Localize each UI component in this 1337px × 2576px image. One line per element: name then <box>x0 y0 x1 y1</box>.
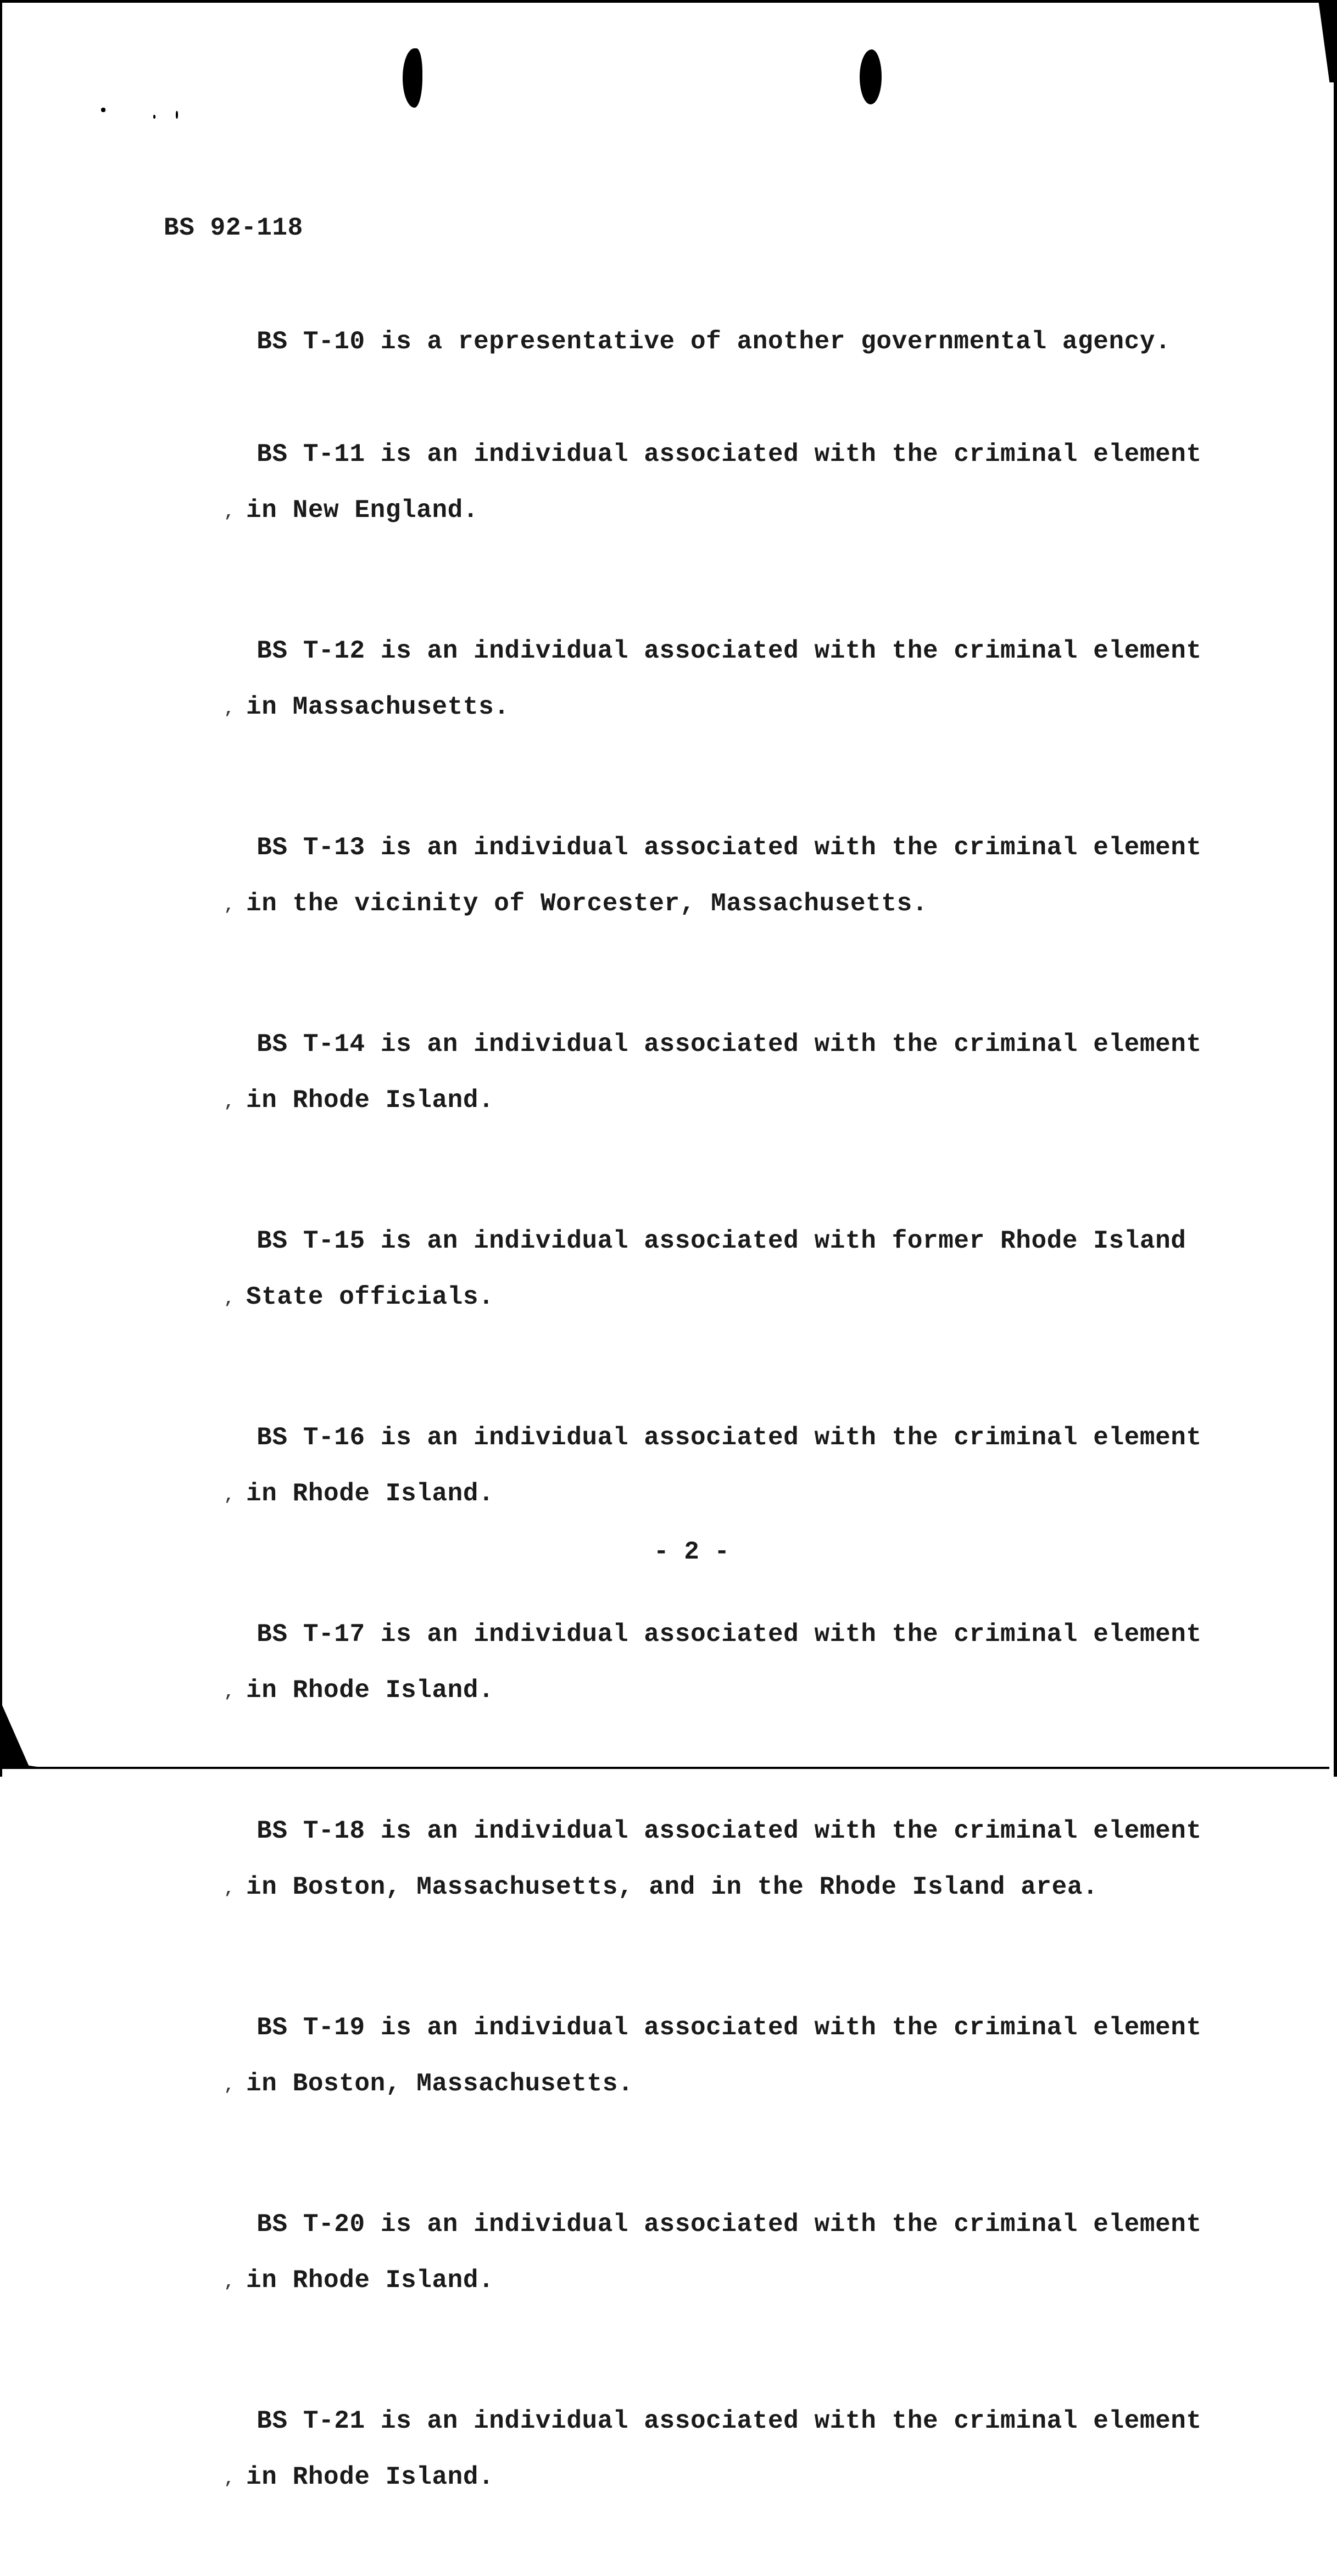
informant-entry <box>164 609 1202 777</box>
entry-line-2: , in New England. <box>164 497 1202 525</box>
entry-line-1: BS T-17 is an individual associated with the criminal element <box>257 1620 1202 1649</box>
entry-line-2: , in Massachusetts. <box>164 693 1202 721</box>
entry-line-2: , in Rhode Island. <box>164 2463 1202 2491</box>
informant-entry <box>164 1003 1202 1171</box>
scan-speck <box>176 111 178 119</box>
entry-line-2: , State officials. <box>164 1283 1202 1311</box>
entry-line-1: BS T-13 is an individual associated with the criminal element <box>257 833 1202 862</box>
scan-corner-shadow-top-right <box>1318 0 1337 82</box>
informant-entry <box>164 1986 1202 2154</box>
entry-line-1: BS T-18 is an individual associated with the criminal element <box>257 1817 1202 1845</box>
entry-line-1: BS T-12 is an individual associated with the criminal element <box>257 637 1202 665</box>
scan-speck <box>153 115 155 119</box>
entry-line-2: , in Rhode Island. <box>164 2267 1202 2295</box>
entry-line-2: , in Boston, Massachusetts, and in the Rhode Island area. <box>164 1873 1202 1901</box>
scan-speck <box>101 108 105 112</box>
informant-entry <box>164 2183 1202 2351</box>
file-number: BS 92-118 <box>164 214 303 242</box>
informant-entry <box>164 2379 1202 2547</box>
informant-entry <box>164 300 1202 384</box>
entry-line-1: BS T-21 is an individual associated with the criminal element <box>257 2407 1202 2435</box>
entry-line-2: , in Rhode Island. <box>164 1087 1202 1115</box>
informant-entry <box>164 1789 1202 1957</box>
informant-entry <box>164 1199 1202 1367</box>
entry-line-1: BS T-19 is an individual associated with the criminal element <box>257 2013 1202 2042</box>
informant-list <box>164 300 1202 2576</box>
entry-line-1: BS T-15 is an individual associated with former Rhode Island <box>257 1227 1186 1255</box>
informant-entry <box>164 806 1202 974</box>
entry-line-2: , in the vicinity of Worcester, Massachusetts. <box>164 890 1202 918</box>
scan-corner-shadow-bottom-left <box>0 1700 52 1769</box>
entry-line-1: BS T-20 is an individual associated with the criminal element <box>257 2210 1202 2239</box>
punch-hole-left <box>403 48 422 108</box>
entry-line-2: , in Rhode Island. <box>164 1677 1202 1705</box>
entry-line-2: , in Rhode Island. <box>164 1480 1202 1508</box>
page-number: - 2 - <box>654 1538 730 1566</box>
entry-line-1: BS T-14 is an individual associated with the criminal element <box>257 1030 1202 1059</box>
informant-entry <box>164 413 1202 581</box>
punch-hole-right <box>860 49 882 104</box>
entry-line-1: BS T-16 is an individual associated with the criminal element <box>257 1423 1202 1452</box>
scan-border-left <box>0 0 2 1777</box>
scan-border-right <box>1329 0 1337 1777</box>
entry-line-1: BS T-11 is an individual associated with the criminal element <box>257 440 1202 469</box>
informant-entry <box>164 1593 1202 1761</box>
entry-line-1: BS T-10 is a representative of another governmental agency. <box>257 327 1171 356</box>
entry-line-2: , in Boston, Massachusetts. <box>164 2070 1202 2098</box>
scan-border-top <box>0 0 1337 3</box>
